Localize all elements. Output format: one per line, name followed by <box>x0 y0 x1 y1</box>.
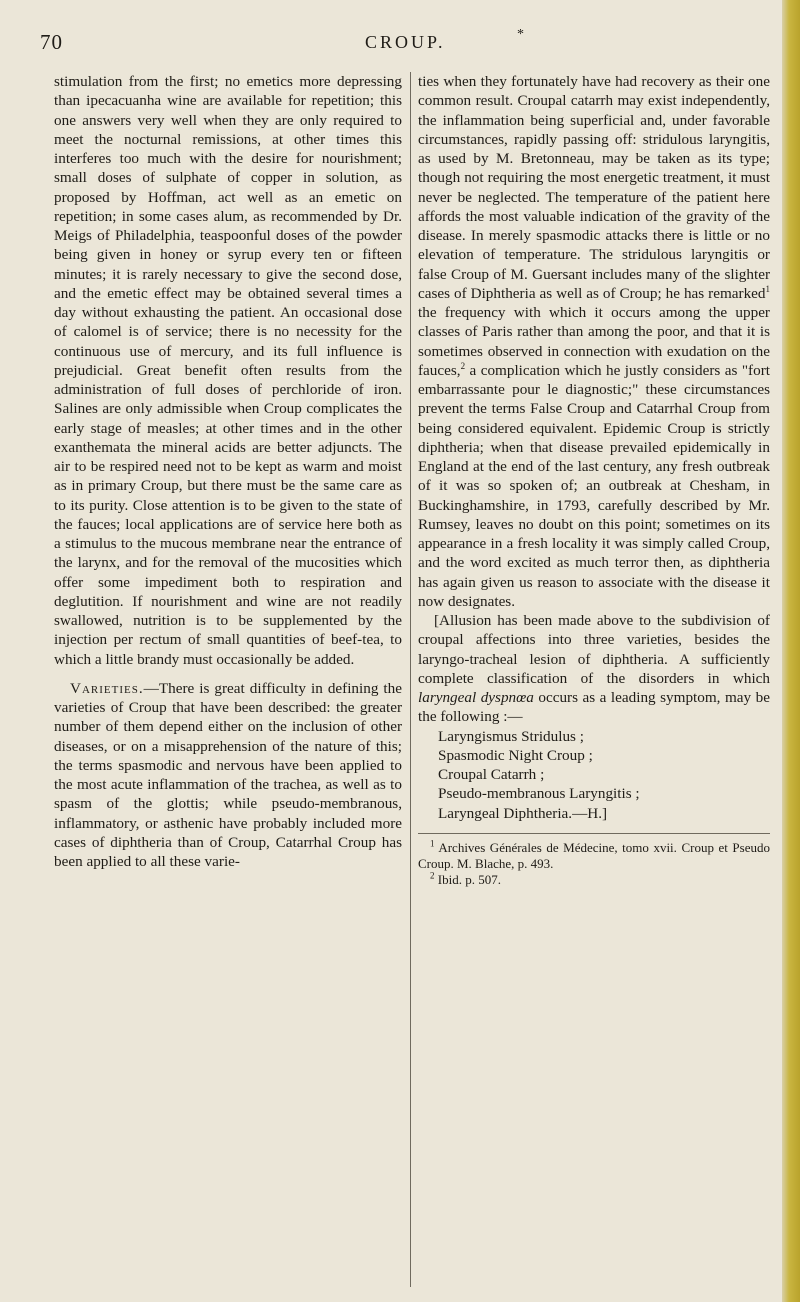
text-segment: ties when they fortunately have had recovery as their one common result. Croupal catarrh may exist independently, the inflammation being superficial and, under favorable circumstances, rapidly passing off: stridulous laryngitis, as used by M. Bretonneau, may be taken as its type; though not requiring the most energetic treatment, it must never be neglected. The temperature of the patient here affords the most valuable indication of the gravity of the disease. In merely spasmodic attacks there is little or no elevation of temperature. The stridulous laryngitis or false Croup of M. Guersant includes many of the slighter cases of Diphtheria as well as of Croup; he has remarked <box>418 73 770 302</box>
footnote-marker: 2 <box>430 870 435 881</box>
right-column <box>418 72 770 888</box>
list-item: Laryngismus Stridulus ; <box>438 727 584 745</box>
text-segment: [Allusion has been made above to the subdivision of croupal affections into three varieties, besides the laryngo-tracheal lesion of diphtheria. A sufficiently complete classification of the disorders in which <box>418 612 770 687</box>
footnote-1 <box>418 840 770 872</box>
page-number: 70 <box>40 30 63 54</box>
list-item: Pseudo-membranous Laryngitis ; <box>438 785 640 803</box>
footnote-ref-1: 1 <box>765 283 770 294</box>
paragraph-varieties <box>54 679 402 872</box>
footnotes <box>418 833 770 888</box>
footnote-ref-2: 2 <box>460 360 466 371</box>
varieties-text: —There is great difficulty in defining the varieties of Croup that have been described: the greater number of them depend either on the inclusion of other diseases, or on a misapprehension of the nature of this; the terms spasmodic and nervous have been applied to the most acute inflammation of the trachea, as well as to spasm of the glottis; while pseudo-membranous, inflammatory, or asthenic have probably included more cases of diphtheria than of Croup, Catarrhal Croup has been applied to all these varie- <box>54 679 402 870</box>
list-item: Croupal Catarrh ; <box>438 766 545 783</box>
text-segment: a complication which he justly considers as "fort embarrassante pour le diagnostic;" these circumstances prevent the terms False Croup and Catarrhal Croup from being considered equivalent. Epidemic Croup is strictly diphtheria; when that disease prevailed epidemically in England at the end of the last century, any fresh outbreak of it was so spoken of; an outbreak at Chesham, in Buckinghamshire, in 1793, carefully described by Mr. Rumsey, leaves no doubt on this point; sometimes on its appearance in a fresh locality it was simply called Croup, and the word excited as much terror then, as diphtheria has again given us reason to associate with the disease it now designates. <box>418 361 770 610</box>
italic-term: laryngeal dyspnœa <box>418 689 534 706</box>
footnote-text: Ibid. p. 507. <box>434 871 501 887</box>
section-heading-varieties: Varieties. <box>70 679 144 697</box>
footnote-2 <box>418 872 770 888</box>
paragraph-editor-note <box>418 611 770 727</box>
text-segment: occurs as a leading symptom, may be the following :— <box>418 689 770 726</box>
column-divider <box>410 72 411 1287</box>
paragraph-treatment: stimulation from the first; no emetics more depressing than ipecacuanha wine are available for repetition; this one answers very well when they are only required to meet the nocturnal remissions, at other times this interferes too much with the desire for nourishment; small doses of sulphate of copper in solution, as proposed by Hoffman, act well as an emetic on repetition; in some cases alum, as recommended by Dr. Meigs of Philadelphia, teaspoonful doses of the powder being given in honey or syrup every ten or fifteen minutes; it is rarely necessary to give the second dose, and the emetic effect may be obtained several times a day without exhausting the patient. An occasional dose of calomel is of service; there is no necessity for the continuous use of mercury, and its full influence is prejudicial. Great benefit often results from the administration of full doses of perchloride of iron. Salines are only admissible when Croup complicates the early stage of measles; at other times and in the other exanthemata the mineral acids are better adjuncts. The air to be respired need not to be kept as warm and moist as in primary Croup, but there must be the same care as to its purity. Close attention is to be given to the state of the fauces; local applications are of service here both as a stimulus to the mucous membrane near the entrance of the larynx, and for the removal of the mucosities which offer some impediment both to respiration and deglutition. If nourishment and wine are not readily swallowed, nutrition is to be supplemented by the injection per rectum of small quantities of beef-tea, to which a little brandy must occasionally be added. <box>54 73 402 668</box>
paragraph-croupal-catarrh <box>418 72 770 611</box>
footnote-marker: 1 <box>430 838 435 849</box>
classification-list <box>438 727 770 823</box>
text-segment: the frequency with which it occurs among the upper classes of Paris rather than among the poor, and that it is sometimes observed in connection with exudation on the fauces, <box>418 304 770 379</box>
page-edge <box>782 0 800 1302</box>
page-header <box>40 27 760 60</box>
printer-mark: * <box>517 27 524 42</box>
left-column <box>54 72 402 871</box>
list-item: Laryngeal Diphtheria.—H.] <box>438 804 608 822</box>
footnote-text: Archives Générales de Médecine, tomo xvii. Croup et Pseudo Croup. M. Blache, p. 493. <box>418 839 770 871</box>
running-head: CROUP. <box>365 32 446 52</box>
list-item: Spasmodic Night Croup ; <box>438 746 593 764</box>
